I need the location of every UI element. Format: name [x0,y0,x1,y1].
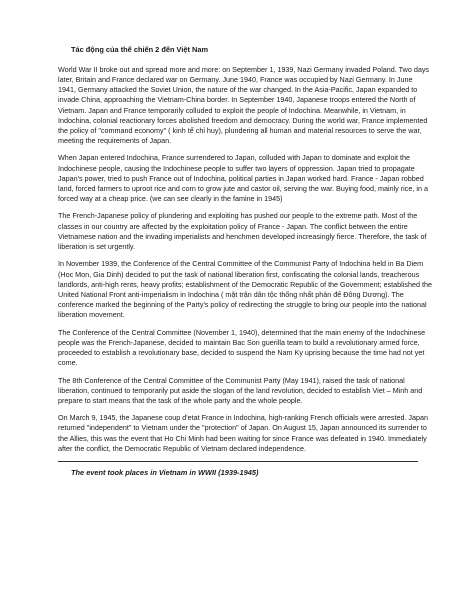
paragraph-japan-enters-indochina: When Japan entered Indochina, France surrendered to Japan, colluded with Japan to dominate and exploit the Indochinese people, causing the Indochinese people to suffer two layers of oppression. Japan tried to propagate Japan's power, tried to push France out of Indochina, political parties in Japan worked hard. France - Japan robbed land, forced farmers to uproot rice and corn to grow jute and castor oil, serving the war. Buying food, mainly rice, in a forced way at a cheap price. (we can see clearly in the famine in 1945) [58,153,428,204]
paragraph-march-1945-coup: On March 9, 1945, the Japanese coup d'etat France in Indochina, high-ranking French officials were arrested. Japan returned "independent" to Vietnam under the "protection" of Japan. On August 15, Japan announced its surrender to the Allies, this was the event that Ho Chi Minh had been waiting for since France was defeated in 1940. Immediately after the conflict, the Democratic Republic of Vietnam declared independence. [58,413,429,453]
paragraph-ww2-outbreak: World War II broke out and spread more and more: on September 1, 1939, Nazi Germany invaded Poland. Two days later, Britain and France declared war on Germany. June 1940, France was occupied by Nazi Germany. In June 1941, Germany attacked the Soviet Union, the nature of the war changed. In the Asia-Pacific, Japan expanded to invade China, approaching the Vietnam-China border. In September 1940, Japanese troops entered the North of Vietnam. Japan and France temporarily colluded to exploit the people of Indochina. Meanwhile, in Vietnam, in Indochina, colonial reactionary forces abolished freedom and democracy. During the world war, France implemented the policy of "command economy" ( kinh tế chỉ huy), plundering all human and material resources to serve the war, meeting the requirements of Japan. [58,64,430,146]
paragraph-8th-conference-1941: The 8th Conference of the Central Committee of the Communist Party (May 1941), raised the task of national liberation, continued to temporarily put aside the slogan of the land revolution, decided to establish Viet – Minh and prepare to start means that the task of the whole party and the whole people. [58,375,423,405]
paragraph-november-1939-conference: In November 1939, the Conference of the Central Committee of the Communist Party of Indochina held in Ba Diem (Hoc Mon, Gia Dinh) decided to put the task of national liberation first, confiscating the colonial lands, treacherous landlords, anti-high rents, heavy profits; establishment of the Democratic Republic of the Government; established the United National Front anti-imperialism in Indochina ( mặt trận dân tộc thống nhất phản đế Đông Dương). The conference marked the beginning of the Party's policy of redirecting the struggle to bring our people into the national liberation movement. [58,259,432,320]
paragraph-november-1940-conference: The Conference of the Central Committee (November 1, 1940), determined that the main enemy of the Indochinese people was the French-Japanese, decided to maintain Bac Son guerilla team to build a revolutionary armed force, proceeded to establish a revolutionary base, decided to suspend the Nam Ky uprising because the time had not yet come. [58,327,426,368]
section-caption: The event took places in Vietnam in WWII (1939-1945) [71,468,259,478]
paragraph-french-japanese-policy: The French-Japanese policy of plundering and exploiting has pushed our people to the extreme path. Most of the classes in our country are affected by the exploitation policy of France - Japan. The conflict between the entire Vietnamese nation and the invading imperialists and henchmen developed increasingly fierce. Therefore, the task of liberation is set urgently. [58,211,427,252]
document-title: Tác động của thế chiến 2 đến Việt Nam [71,45,209,54]
divider-line [58,461,418,462]
